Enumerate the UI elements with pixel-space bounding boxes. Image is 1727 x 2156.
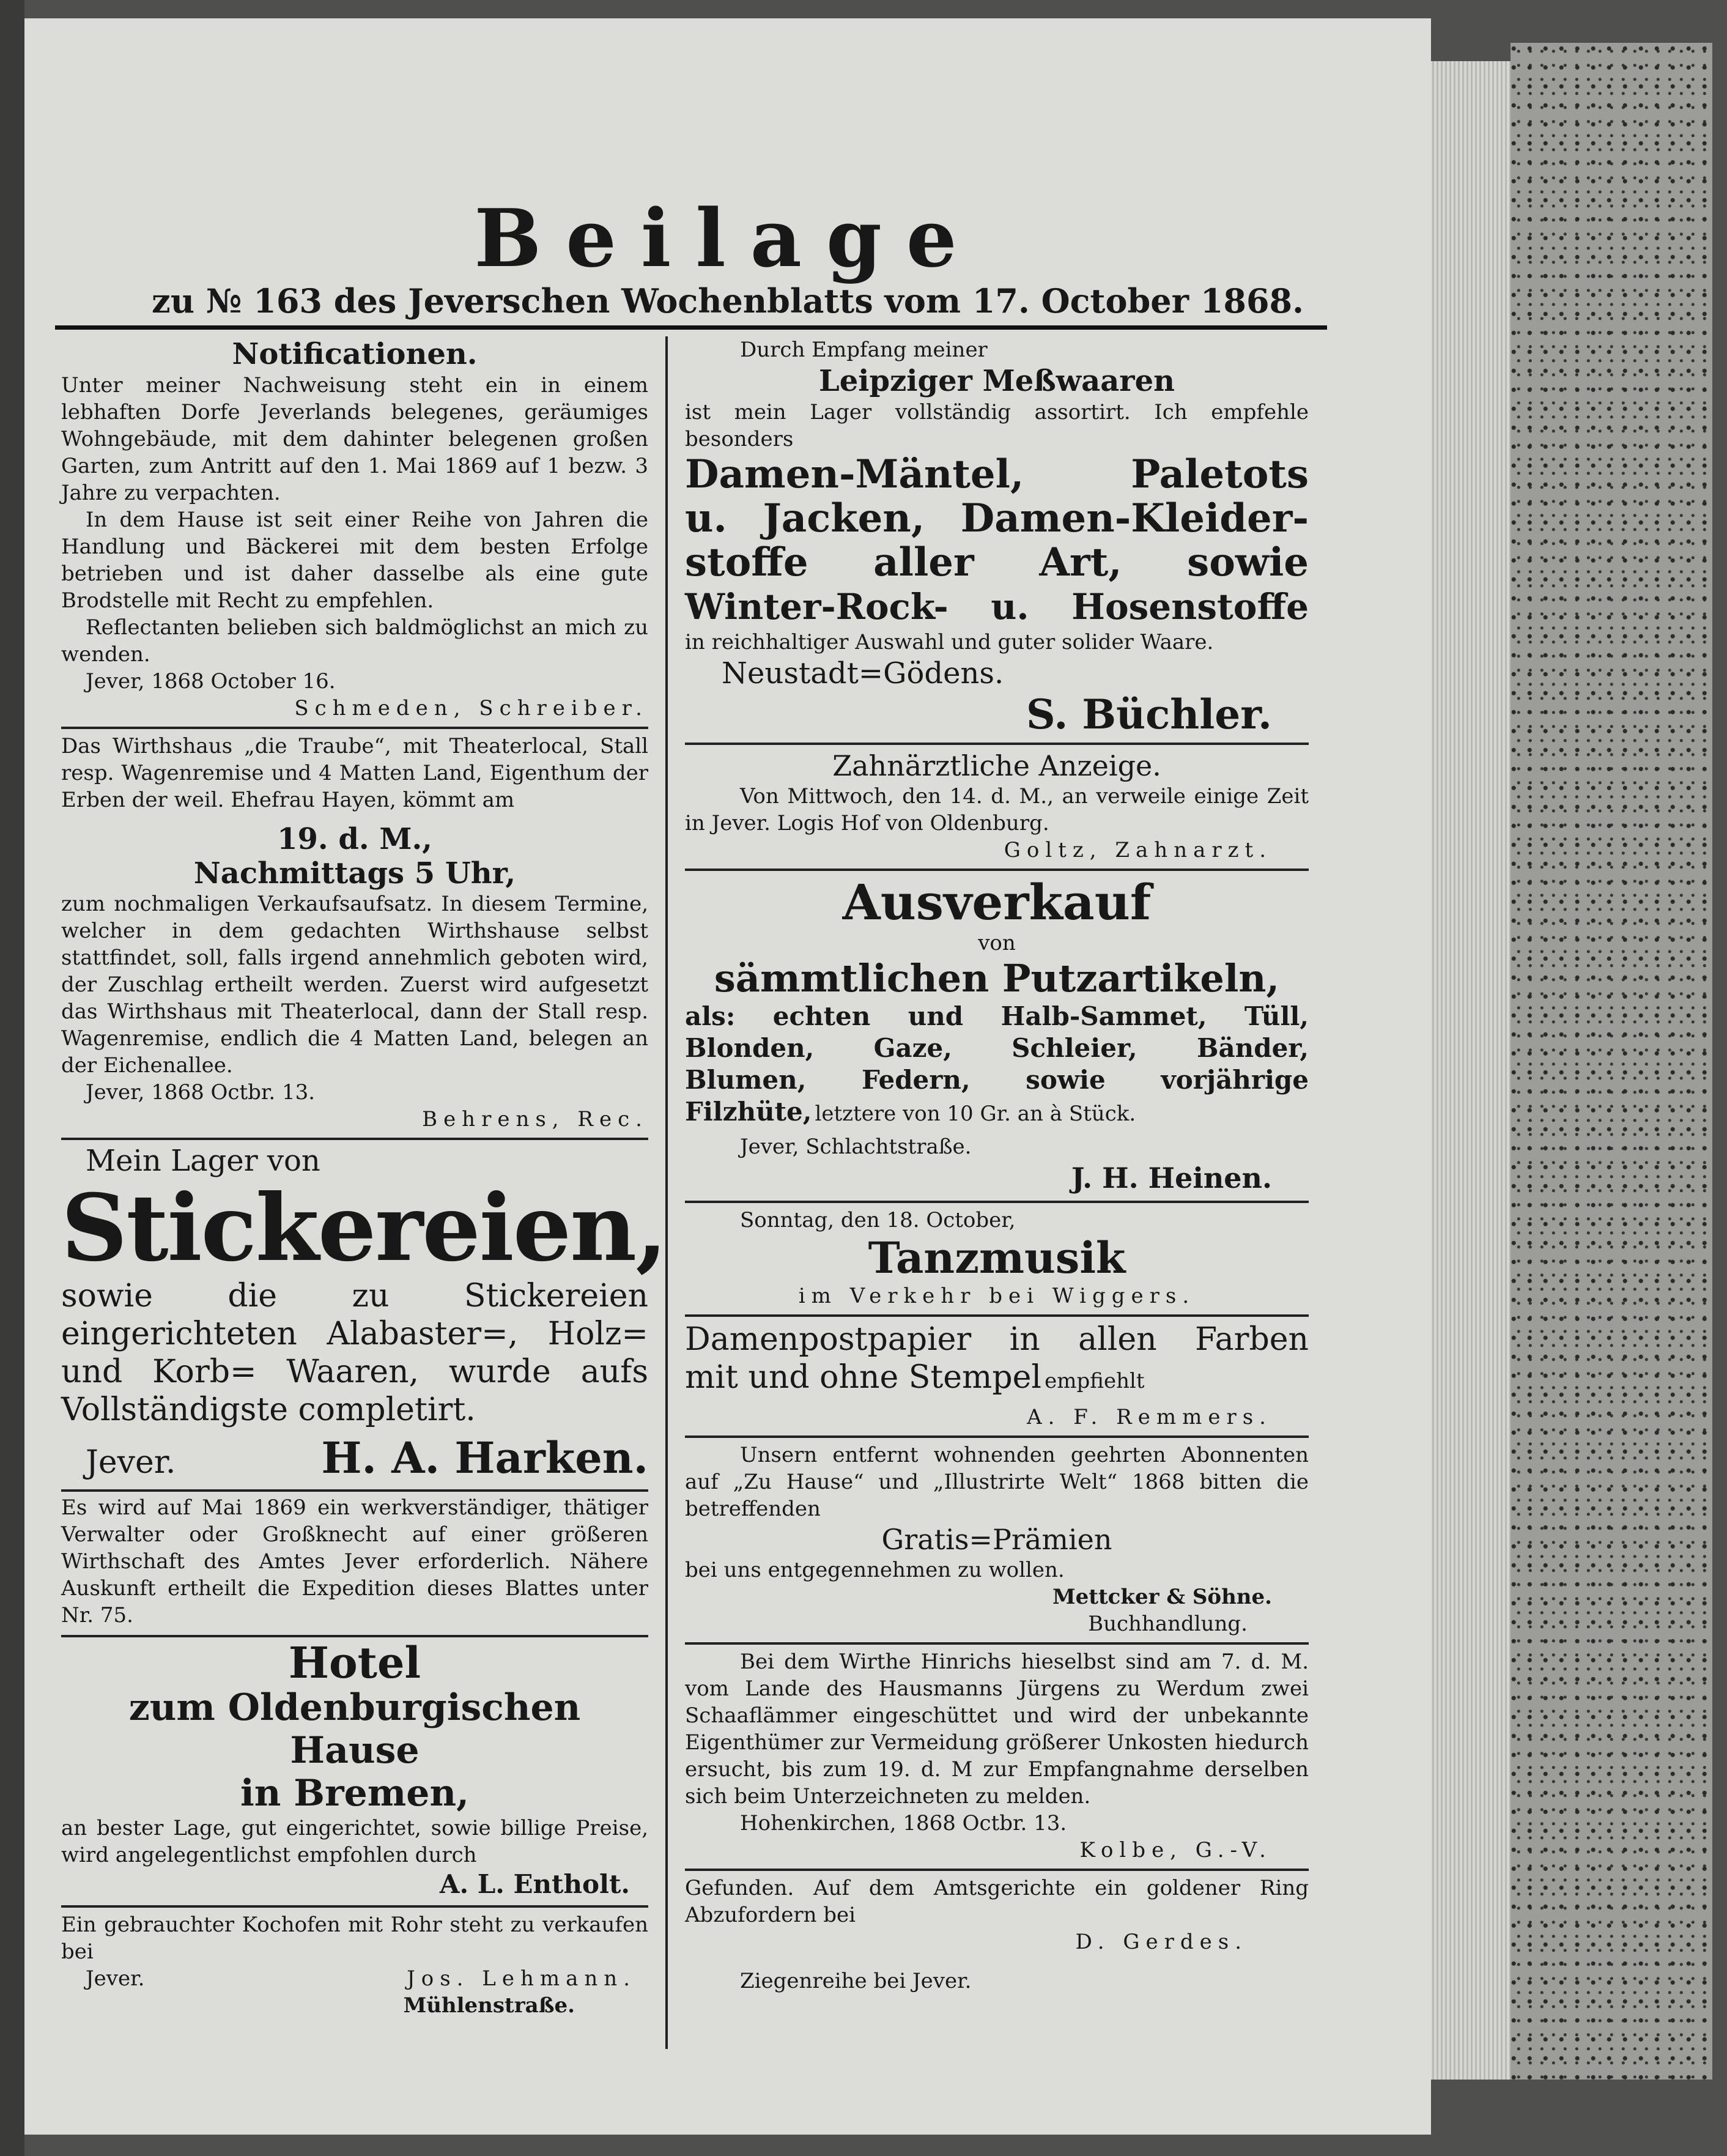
masthead-title: Beilage <box>474 191 982 285</box>
ausverkauf-von: von <box>978 931 1016 955</box>
hotel-signature: A. L. Entholt. <box>439 1869 630 1899</box>
messe-title: Leipziger Meßwaaren <box>818 364 1175 398</box>
papier-line1: Damenpostpapier in allen Farben <box>685 1321 1309 1358</box>
ausverkauf-line2: Blonden, Gaze, Schleier, Bänder, <box>685 1033 1309 1063</box>
left-column <box>61 336 667 2019</box>
ausverkauf-sub: sämmtlichen Putzartikeln, <box>714 956 1280 1001</box>
ausverkauf-line1: als: echten und Halb-Sammet, Tüll, <box>685 1001 1309 1031</box>
traube-place: Jever, 1868 Octbr. 13. <box>86 1080 316 1105</box>
tanz-location: im Verkehr bei Wiggers. <box>798 1284 1196 1308</box>
schaf-place: Hohenkirchen, 1868 Octbr. 13. <box>740 1811 1067 1836</box>
notif-place: Jever, 1868 October 16. <box>86 669 336 694</box>
traube-intro: Das Wirthshaus „die Traube“, mit Theaterlocal, Stall resp. Wagenremise und 4 Matten Land, Eigenthum der Erben der weil. Ehefrau Hayen, kömmt am <box>61 734 648 812</box>
messe-firm: S. Büchler. <box>1026 691 1272 738</box>
schaf-text: Bei dem Wirthe Hinrichs hieselbst sind am 7. d. M. vom Lande des Hausmanns Jürgens zu Werdum zwei Schaaflämmer eingeschüttet und wird der unbekannte Eigenthümer zur Vermeidung größerer Unkosten hiedurch ersucht, bis zum 19. d. M zur Empfangnahme derselben sich beim Unterzeichneten zu melden. <box>685 1650 1309 1809</box>
messe-text: ist mein Lager vollständig assortirt. Ich empfehle besonders <box>685 400 1309 451</box>
abo-tail: bei uns entgegennehmen zu wollen. <box>685 1558 1065 1582</box>
traube-body: zum nochmaligen Verkaufsaufsatz. In diesem Termine, welcher in dem gedachten Wirthshause selbst stattfindet, soll, falls irgend annehmlich geboten wird, der Zuschlag ertheilt werden. Zuerst wird aufgesetzt das Wirthshaus mit Theaterlocal, dann der Stall resp. Wagenremise, endlich die 4 Matten Land, belegen an der Eichenallee. <box>61 892 648 1078</box>
messe-place: Neustadt=Gödens. <box>722 656 1004 691</box>
messe-line2: u. Jacken, Damen-Kleider- <box>685 495 1309 541</box>
abo-firm2: Buchhandlung. <box>1088 1612 1248 1636</box>
papier-recommends: empfiehlt <box>1045 1369 1145 1393</box>
abo-text: Unsern entfernt wohnenden geehrten Abonnenten auf „Zu Hause“ und „Illustrirte Welt“ 1868 bitten die betreffenden <box>685 1443 1309 1521</box>
masthead-rule <box>55 325 1327 330</box>
ausverkauf-place: Jever, Schlachtstraße. <box>740 1135 972 1159</box>
kochofen-street: Mühlenstraße. <box>403 1993 575 2018</box>
rule <box>685 869 1309 871</box>
ausverkauf-filzhuete: Filzhüte, <box>685 1097 812 1127</box>
papier-line2-row <box>685 1358 1309 1404</box>
zahn-text: Von Mittwoch, den 14. d. M., an verweile einige Zeit in Jever. Logis Hof von Oldenburg. <box>685 784 1309 835</box>
kochofen-place: Jever. <box>86 1966 145 1991</box>
ausverkauf-line4 <box>685 1096 1309 1133</box>
kochofen-line <box>61 1965 648 1992</box>
stick-body: sowie die zu Stickereien eingerichteten Alabaster=, Holz= und Korb= Waaren, wurde aufs Vollständigste completirt. <box>61 1278 648 1428</box>
abo-title: Gratis=Prämien <box>881 1523 1112 1556</box>
tanz-date: Sonntag, den 18. October, <box>740 1208 1016 1232</box>
notif-para: In dem Hause ist seit einer Reihe von Jahren die Handlung und Bäckerei mit dem besten Erfolge betrieben und ist daher dasselbe als eine gute Brodstelle mit Recht zu empfehlen. <box>61 508 648 613</box>
right-column <box>685 336 1309 1995</box>
book-edge-speckle <box>1511 43 1712 2080</box>
zahn-signature: Goltz, Zahnarzt. <box>1004 838 1272 862</box>
messe-line4: Winter-Rock- u. Hosenstoffe <box>685 586 1309 628</box>
schaf-signature: Kolbe, G.-V. <box>1079 1838 1272 1862</box>
rule <box>685 1435 1309 1438</box>
ausverkauf-price: letztere von 10 Gr. an à Stück. <box>815 1102 1136 1126</box>
gefunden-text: Gefunden. Auf dem Amtsgerichte ein goldener Ring Abzufordern bei <box>685 1876 1309 1927</box>
ausverkauf-line3: Blumen, Federn, sowie vorjährige <box>685 1065 1309 1095</box>
stick-firm: H. A. Harken. <box>321 1432 648 1483</box>
hotel-line3: in Bremen, <box>240 1772 469 1815</box>
notif-para: Unter meiner Nachweisung steht ein in einem lebhaften Dorfe Jeverlands belegenes, geräumiges Wohngebäude, mit dem dahinter belegenen großen Garten, zum Antritt auf den 1. Mai 1869 auf 1 bezw. 3 Jahre zu verpachten. <box>61 373 648 505</box>
ausverkauf-firm: J. H. Heinen. <box>1071 1161 1272 1195</box>
rule <box>685 743 1309 745</box>
rule <box>61 1905 648 1908</box>
abo-firm: Mettcker & Söhne. <box>1052 1585 1272 1609</box>
notif-heading: Notificationen. <box>232 337 478 371</box>
traube-signature: Behrens, Rec. <box>422 1107 648 1132</box>
hotel-body: an bester Lage, gut eingerichtet, sowie billige Preise, wird angelegentlichst empfohlen durch <box>61 1816 648 1867</box>
rule <box>61 1138 648 1140</box>
gefunden-place: Ziegenreihe bei Jever. <box>740 1969 972 1993</box>
tanz-title: Tanzmusik <box>868 1232 1126 1283</box>
stick-place: Jever. <box>86 1444 176 1481</box>
rule <box>685 1869 1309 1871</box>
binding-shadow <box>0 0 24 2156</box>
papier-signature: A. F. Remmers. <box>1027 1405 1272 1429</box>
messe-intro: Durch Empfang meiner <box>740 338 988 362</box>
newspaper-page <box>24 18 1431 2135</box>
traube-date: 19. d. M., <box>277 822 432 856</box>
rule <box>61 727 648 729</box>
rule <box>685 1201 1309 1203</box>
notif-body <box>61 372 648 722</box>
zahn-title: Zahnärztliche Anzeige. <box>832 749 1161 782</box>
rule <box>61 1489 648 1492</box>
rule <box>685 1314 1309 1317</box>
ausverkauf-title: Ausverkauf <box>842 873 1152 931</box>
stick-big: Stickereien, <box>61 1174 667 1282</box>
papier-line2: mit und ohne Stempel <box>685 1359 1042 1396</box>
verwalter-text: Es wird auf Mai 1869 ein werkverständiger, thätiger Verwalter oder Großknecht auf einer größeren Wirthschaft des Amtes Jever erforderlich. Nähere Auskunft ertheilt die Expedition dieses Blattes unter Nr. 75. <box>61 1495 648 1628</box>
hotel-line2: zum Oldenburgischen Hause <box>128 1686 581 1772</box>
messe-line3: stoffe aller Art, sowie <box>685 539 1309 585</box>
stick-intro: Mein Lager von <box>86 1144 320 1178</box>
traube-time: Nachmittags 5 Uhr, <box>193 856 516 891</box>
notif-signature: Schmeden, Schreiber. <box>294 696 648 721</box>
kochofen-text: Ein gebrauchter Kochofen mit Rohr steht zu verkaufen bei <box>61 1913 648 1964</box>
rule <box>685 1642 1309 1645</box>
messe-tail: in reichhaltiger Auswahl und guter solider Waare. <box>685 630 1214 654</box>
hotel-line1: Hotel <box>288 1637 421 1688</box>
notif-para: Reflectanten belieben sich baldmöglichst an mich zu wenden. <box>61 615 648 667</box>
messe-line1: Damen-Mäntel, Paletots <box>685 451 1309 497</box>
kochofen-name: Jos. Lehmann. <box>407 1966 636 1991</box>
stick-footer <box>61 1432 648 1483</box>
gefunden-signature: D. Gerdes. <box>1075 1930 1248 1954</box>
masthead-subtitle: zu № 163 des Jeverschen Wochenblatts vom 17. October 1868. <box>152 281 1304 320</box>
